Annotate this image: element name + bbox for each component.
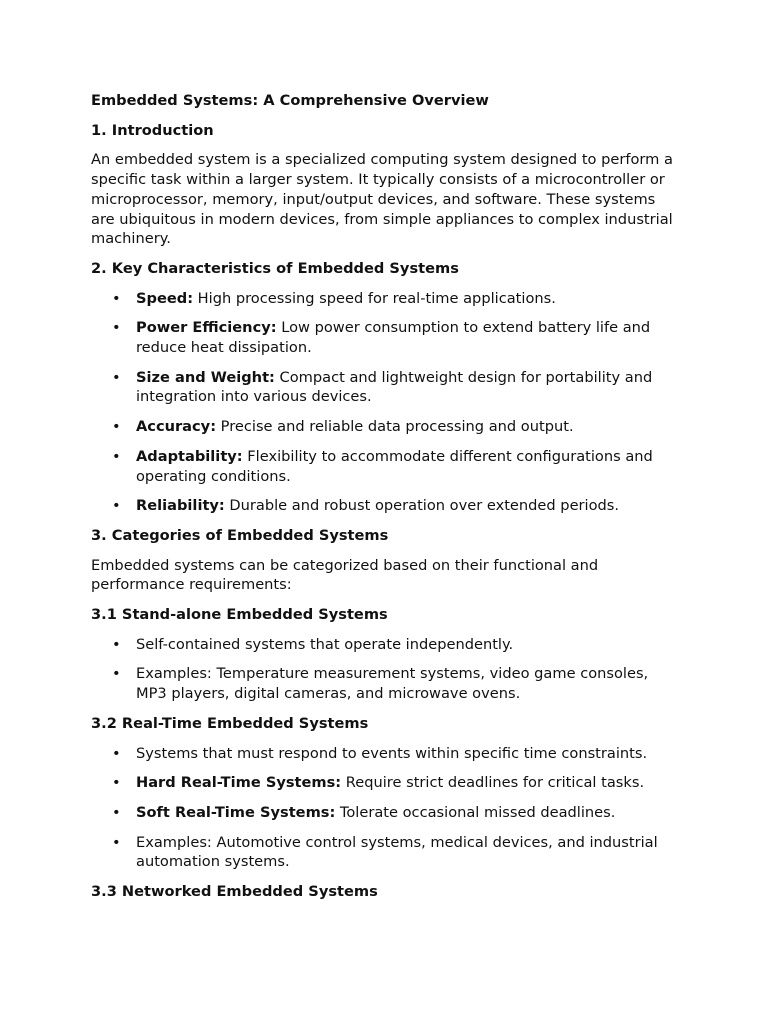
bullet-icon: • (112, 803, 121, 821)
list-item (112, 447, 678, 486)
section-heading-categories: 3. Categories of Embedded Systems (91, 526, 389, 544)
list-item-term: Adaptability: (136, 447, 243, 465)
list-item-term: Soft Real-Time Systems: (136, 803, 336, 821)
bullet-icon: • (112, 319, 121, 337)
section-heading-introduction: 1. Introduction (91, 121, 214, 139)
list-item (112, 368, 678, 407)
list-item-term: Reliability: (136, 497, 225, 515)
bullet-icon: • (112, 665, 121, 683)
standalone-list (91, 635, 678, 704)
bullet-icon: • (112, 635, 121, 653)
list-item (112, 664, 678, 703)
list-item-term: Accuracy: (136, 418, 217, 436)
characteristics-list (91, 289, 678, 516)
list-item-text: Precise and reliable data processing and output. (216, 418, 574, 436)
list-item-text: Examples: Temperature measurement systems, video game consoles, MP3 players, digital cameras, and microwave ovens. (136, 665, 649, 703)
list-item-term: Power Efficiency: (136, 319, 277, 337)
list-item-text: High processing speed for real-time applications. (193, 289, 556, 307)
bullet-icon: • (112, 833, 121, 851)
bullet-icon: • (112, 497, 121, 515)
bullet-icon: • (112, 368, 121, 386)
introduction-paragraph: An embedded system is a specialized computing system designed to perform a specific task within a larger system. It typically consists of a microcontroller or microprocessor, memory, input/output devices, and software. These systems are ubiquitous in modern devices, from simple appliances to complex industrial machinery. (91, 151, 673, 248)
list-item-text: Compact and lightweight design for portability and integration into various devices. (136, 368, 653, 406)
list-item-term: Speed: (136, 289, 194, 307)
bullet-icon: • (112, 774, 121, 792)
subsection-heading-networked: 3.3 Networked Embedded Systems (91, 883, 378, 901)
bullet-icon: • (112, 289, 121, 307)
document-title: Embedded Systems: A Comprehensive Overview (91, 92, 489, 109)
list-item (112, 635, 678, 655)
list-item-term: Size and Weight: (136, 368, 275, 386)
list-item-text: Flexibility to accommodate different configurations and operating conditions. (136, 447, 653, 485)
list-item (112, 289, 678, 309)
list-item-text: Self-contained systems that operate independently. (136, 635, 514, 653)
subsection-heading-realtime: 3.2 Real-Time Embedded Systems (91, 714, 369, 732)
list-item (112, 744, 678, 764)
list-item-term: Hard Real-Time Systems: (136, 774, 342, 792)
realtime-list (91, 744, 678, 873)
subsection-heading-standalone: 3.1 Stand-alone Embedded Systems (91, 606, 388, 624)
list-item-text: Durable and robust operation over extended periods. (224, 497, 620, 515)
list-item (112, 833, 678, 872)
section-heading-characteristics: 2. Key Characteristics of Embedded Systems (91, 259, 459, 277)
list-item-text: Tolerate occasional missed deadlines. (335, 803, 616, 821)
list-item-text: Low power consumption to extend battery life and reduce heat dissipation. (136, 319, 651, 357)
list-item (112, 496, 678, 516)
bullet-icon: • (112, 447, 121, 465)
list-item (112, 318, 678, 357)
list-item (112, 417, 678, 437)
list-item-text: Systems that must respond to events within specific time constraints. (136, 744, 648, 762)
categories-paragraph: Embedded systems can be categorized based on their functional and performance requirements: (91, 556, 599, 594)
list-item (112, 773, 678, 793)
bullet-icon: • (112, 418, 121, 436)
bullet-icon: • (112, 744, 121, 762)
list-item (112, 803, 678, 823)
list-item-text: Examples: Automotive control systems, medical devices, and industrial automation systems. (136, 833, 658, 871)
list-item-text: Require strict deadlines for critical tasks. (341, 774, 645, 792)
